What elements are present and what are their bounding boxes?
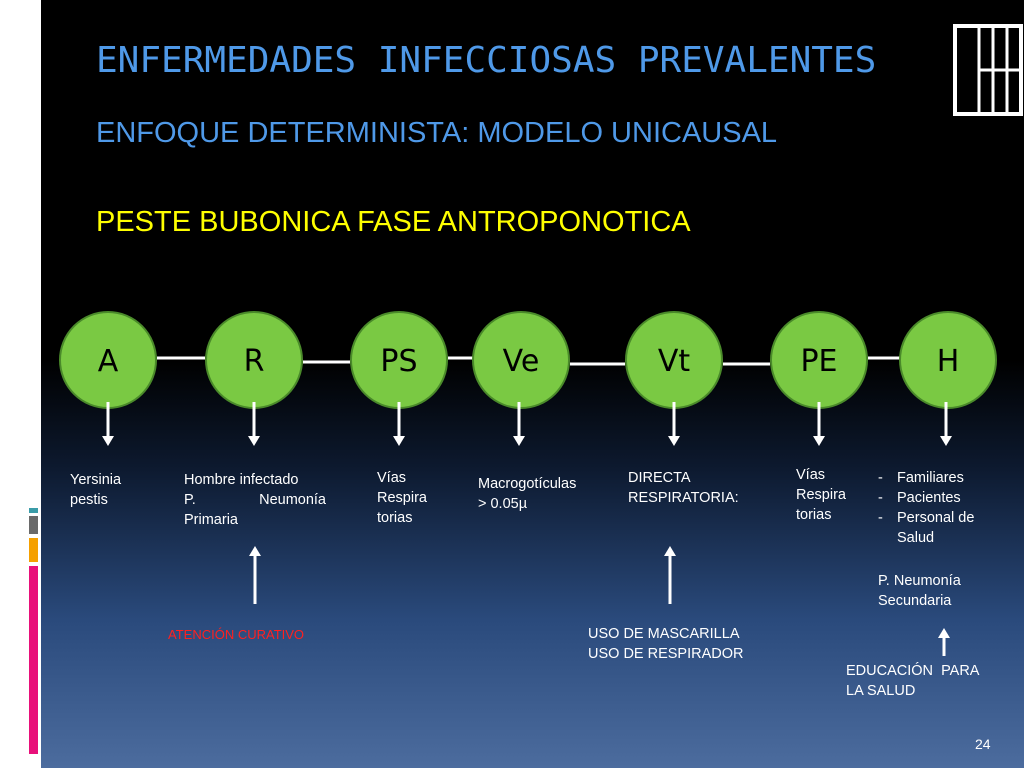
- slide-heading: PESTE BUBONICA FASE ANTROPONOTICA: [96, 206, 691, 238]
- node-label: Vt: [657, 344, 691, 379]
- node-vt: [626, 312, 722, 408]
- node-pe: [771, 312, 867, 408]
- node-label: Ve: [502, 344, 540, 379]
- desc-host-list: - Familiares - Pacientes - Personal de Salud: [878, 470, 975, 546]
- node-label: A: [97, 344, 119, 379]
- node-ps: [351, 312, 447, 408]
- desc-exit-route: Vías Respira torias: [377, 470, 427, 526]
- arrow-up-mascarilla: [664, 546, 676, 604]
- slide-title: ENFERMEDADES INFECCIOSAS PREVALENTES: [96, 40, 877, 81]
- node-ve: [473, 312, 569, 408]
- node-h: [900, 312, 996, 408]
- node-label: R: [243, 344, 265, 379]
- node-label: H: [936, 344, 960, 379]
- desc-entry-route: Vías Respira torias: [796, 467, 846, 523]
- slide-subtitle: ENFOQUE DETERMINISTA: MODELO UNICAUSAL: [96, 117, 778, 149]
- desc-host-note: P. Neumonía Secundaria: [878, 573, 961, 609]
- desc-transmission: DIRECTA RESPIRATORIA:: [628, 470, 739, 506]
- node-r: [206, 312, 302, 408]
- arrow-up-educacion: [938, 628, 950, 656]
- intervention-educacion: EDUCACIÓN PARA LA SALUD: [846, 663, 980, 699]
- desc-agent: Yersinia pestis: [70, 472, 122, 508]
- desc-vehicle: Macrogotículas > 0.05µ: [478, 476, 577, 512]
- intervention-mascarilla: USO DE MASCARILLA USO DE RESPIRADOR: [588, 626, 744, 662]
- node-label: PE: [800, 344, 838, 379]
- desc-reservoir: Hombre infectado P. Neumonía Primaria: [184, 472, 326, 528]
- node-a: [60, 312, 156, 408]
- intervention-curativo: ATENCIÓN CURATIVO: [168, 627, 305, 642]
- arrow-up-curativo: [249, 546, 261, 604]
- node-label: PS: [380, 344, 418, 379]
- page-number: 24: [975, 736, 991, 752]
